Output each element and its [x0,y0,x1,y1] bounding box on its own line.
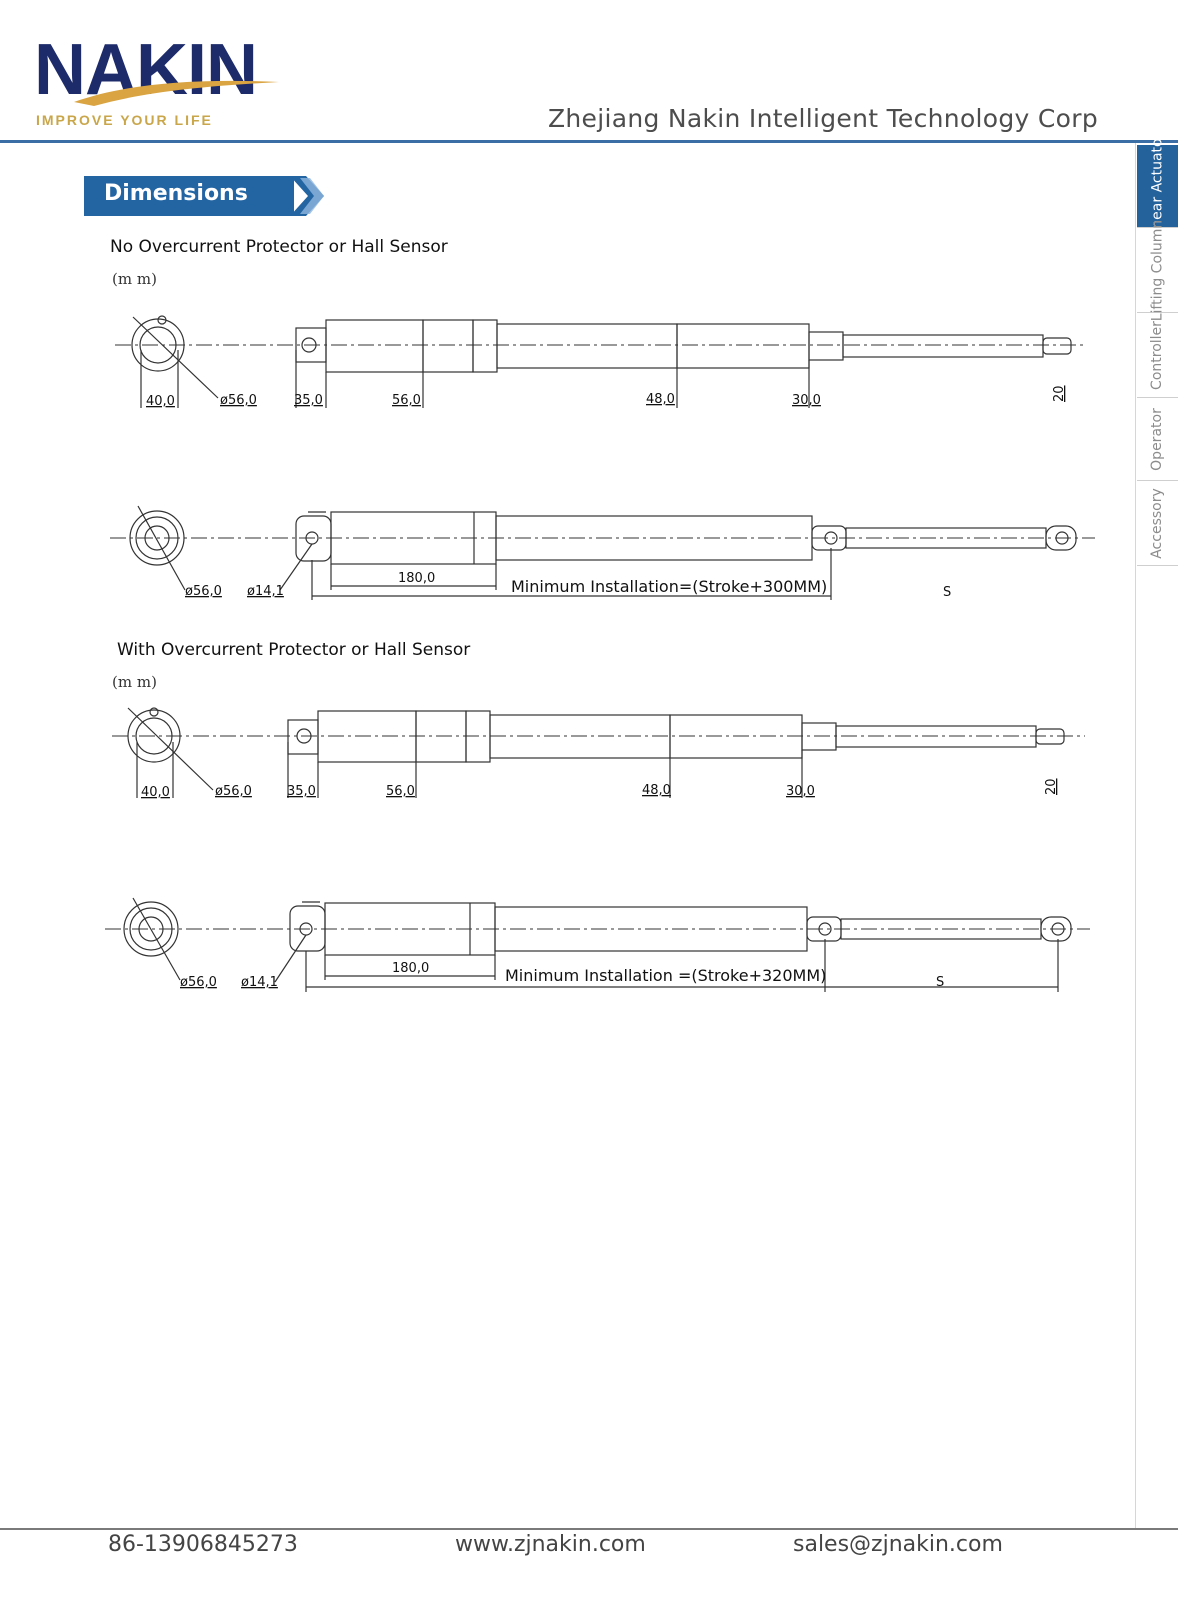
side-tab-operator[interactable] [1137,398,1178,481]
dim-motor: 56,0 [392,393,421,408]
company-name: Zhejiang Nakin Intelligent Technology Corp [547,104,1098,133]
logo-wordmark: NAKIN [34,30,257,110]
units-label: (m m) [112,673,157,691]
section-title: Dimensions [104,181,248,206]
dim-tube: 48,0 [642,783,671,798]
dim-diameter: ø56,0 [185,584,222,599]
side-tab-label: Controller [1149,320,1165,390]
dim-clevis: 35,0 [294,393,323,408]
side-tab-lifting-column[interactable] [1137,219,1178,321]
side-tab-label: Accessory [1149,487,1166,559]
dim-rod: 30,0 [792,393,821,408]
dim-rod-end: 20 [1044,778,1059,795]
variant-caption: No Overcurrent Protector or Hall Sensor [110,237,448,257]
footer-website-link[interactable]: www.zjnakin.com [455,1532,646,1557]
min-installation-note: Minimum Installation =(Stroke+320MM) [505,966,827,985]
dim-width: 40,0 [141,785,170,800]
logo-tagline: IMPROVE YOUR LIFE [36,112,213,128]
logo-swoosh-icon [34,62,284,106]
dim-length: 180,0 [392,961,430,976]
side-tab-label: Linear Actuator [1149,132,1165,240]
dim-diameter: ø56,0 [215,784,252,799]
side-tab-label: Operator [1149,407,1166,471]
dim-rod: 30,0 [786,784,815,799]
actuator-side-view-drawing [0,890,1110,1000]
side-tab-accessory[interactable] [1137,481,1178,566]
dim-motor: 56,0 [386,784,415,799]
dim-clevis: 35,0 [287,784,316,799]
dim-diameter: ø56,0 [180,975,217,990]
dim-tube: 48,0 [646,392,675,407]
stroke-label: S [936,975,945,990]
actuator-top-view-drawing [0,700,1110,810]
dim-rod-end: 20 [1052,385,1067,402]
min-installation-note: Minimum Installation=(Stroke+300MM) [511,577,828,596]
stroke-label: S [943,585,952,600]
footer-phone: 86-13906845273 [108,1532,298,1557]
dim-diameter: ø56,0 [220,393,257,408]
side-tab-linear-actuator[interactable] [1137,132,1178,240]
side-tab-label: Lifting Column [1149,219,1166,321]
dim-width: 40,0 [146,394,175,409]
dim-hole-diameter: ø14,1 [241,975,278,990]
dim-hole-diameter: ø14,1 [247,584,284,599]
footer-email-link[interactable]: sales@zjnakin.com [793,1532,1003,1557]
footer-divider [0,1528,1178,1530]
header-divider [0,140,1178,143]
dim-length: 180,0 [398,571,436,586]
side-tab-controller[interactable] [1137,313,1178,398]
units-label: (m m) [112,270,157,288]
variant-caption: With Overcurrent Protector or Hall Sensor [117,640,471,660]
actuator-top-view-drawing [0,300,1110,420]
actuator-side-view-drawing [0,500,1110,610]
side-rail-divider [1135,143,1136,1530]
